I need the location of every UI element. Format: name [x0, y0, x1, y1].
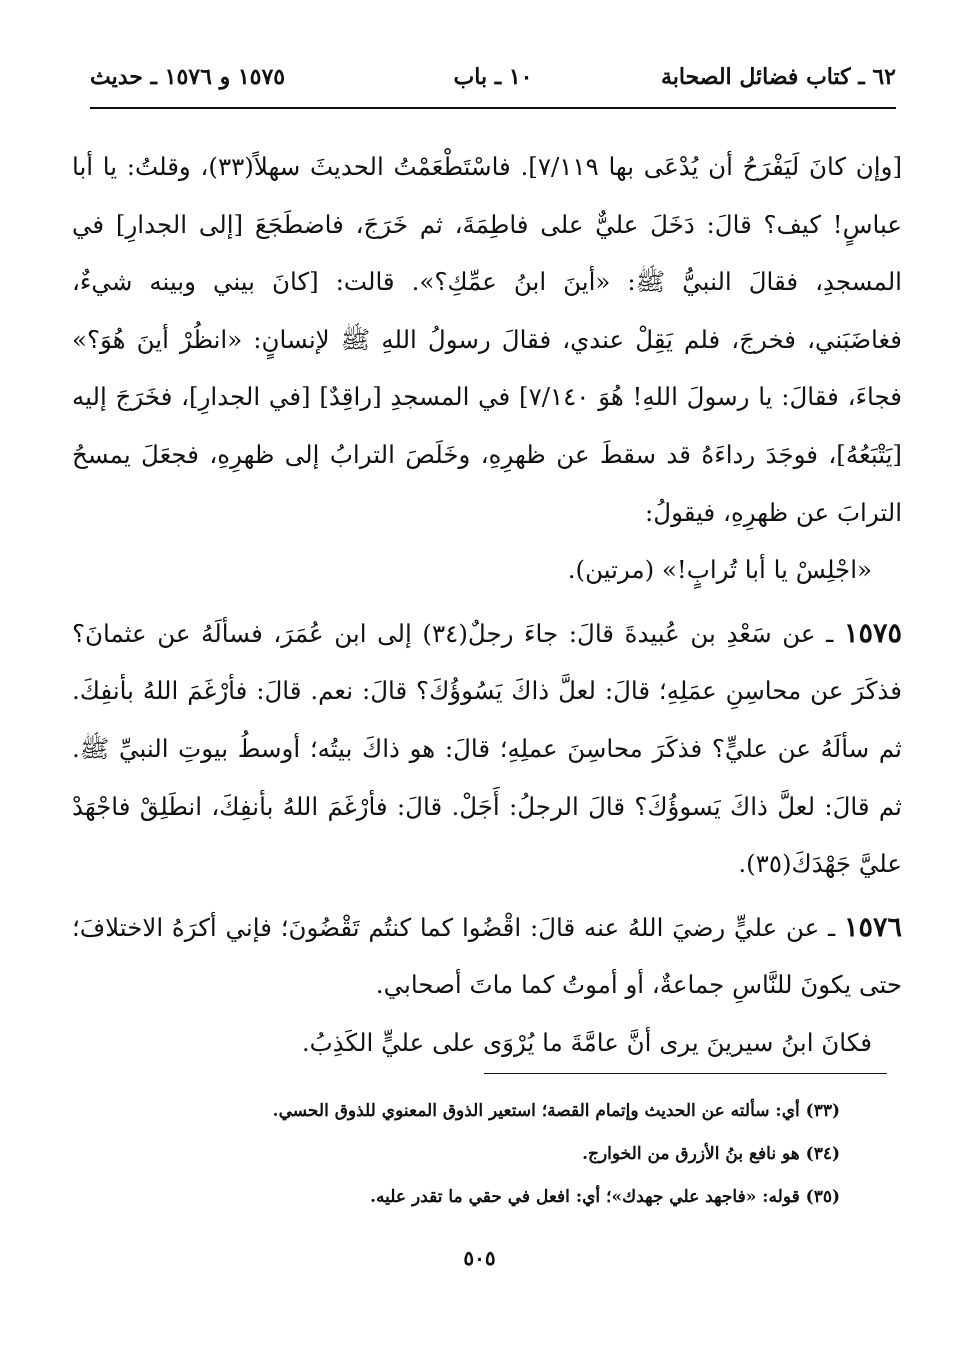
- header-divider: [90, 107, 896, 109]
- header-hadith-range: ١٥٧٥ و ١٥٧٦ ـ حديث: [90, 64, 286, 90]
- footnote-divider: [484, 1073, 887, 1074]
- footnote-35: (٣٥) قوله: «فاجهد علي جهدك»؛ أي: افعل في حقي ما تقدر عليه.: [370, 1187, 840, 1207]
- hadith-number: ١٥٧٦: [843, 911, 902, 943]
- footnote-34: (٣٤) هو نافع بنُ الأزرق من الخوارج.: [582, 1144, 840, 1164]
- footnotes: [120, 1090, 840, 1219]
- hadith-1575: [72, 605, 902, 893]
- hadith-continuation-paragraph: [وإن كانَ لَيَفْرَحُ أن يُدْعَى بها ٧/١١٩]. فاسْتَطْعَمْتُ الحديثَ سهلاً(٣٣)، وقلتُ: يا أبا عباسٍ! كيف؟ قالَ: دَخَلَ عليٌّ على فاطِمَةَ، ثم خَرَجَ، فاضطَجَعَ [إلى الجدارِ] في المسجدِ، فقالَ النبيُّ ﷺ: «أينَ ابنُ عمِّكِ؟». قالت: [كانَ بيني وبينه شيءٌ، فغاضَبَني، فخرجَ، فلم يَقِلْ عندي، فقالَ رسولُ اللهِ ﷺ لإنسانٍ: «انظُرْ أينَ هُوَ؟» فجاءَ، فقالَ: يا رسولَ اللهِ! هُوَ ٧/١٤٠] في المسجدِ [راقِدٌ] [في الجدارِ]، فخَرَجَ إليه [يَتْبَعُهُ]، فوجَدَ رداءَهُ قد سقطَ عن ظهرِهِ، وخَلَصَ الترابُ إلى ظهرِهِ، فجعَلَ يمسحُ الترابَ عن ظهرِهِ، فيقولُ:: [72, 152, 903, 527]
- main-text: [72, 138, 902, 1072]
- hadith-text: ـ عن عليٍّ رضيَ اللهُ عنه قالَ: اقْضُوا كما كنتُم تَقْضُونَ؛ فإني أكرَهُ الاختلافَ؛ حتى يكونَ للنَّاسِ جماعةٌ، أو أموتُ كما ماتَ أصحابي.: [72, 912, 902, 1000]
- running-header: [90, 58, 896, 98]
- footnote-33: (٣٣) أي: سألته عن الحديث وإتمام القصة؛ استعير الذوق المعنوي للذوق الحسي.: [272, 1101, 840, 1121]
- hadith-followup-paragraph: فكانَ ابنُ سيرينَ يرى أنَّ عامَّةَ ما يُرْوَى على عليٍّ الكَذِبُ.: [301, 1027, 872, 1057]
- hadith-number: ١٥٧٥: [843, 617, 902, 649]
- prophet-quote-paragraph: «اجْلِسْ يا أبا تُرابٍ!» (مرتين).: [567, 555, 872, 585]
- hadith-1576: [72, 899, 902, 1014]
- page-number: ٥٠٥: [463, 1246, 496, 1270]
- header-section: ١٠ ـ باب: [453, 64, 533, 90]
- hadith-text: ـ عن سَعْدِ بن عُبيدةَ قالَ: جاءَ رجلٌ(٣٤) إلى ابن عُمَرَ، فسألَهُ عن عثمانَ؟ فذكَرَ عن محاسِنِ عمَلِهِ؛ قالَ: لعلَّ ذاكَ يَسُوؤُكَ؟ قالَ: نعم. قالَ: فأرْغَمَ اللهُ بأنفِكَ. ثم سألَهُ عن عليٍّ؟ فذكَرَ محاسِنَ عملِهِ؛ قالَ: هو ذاكَ بيتُه؛ أوسطُ بيوتِ النبيِّ ﷺ. ثم قالَ: لعلَّ ذاكَ يَسوؤُكَ؟ قالَ الرجلُ: أَجَلْ. قالَ: فأرْغَمَ اللهُ بأنفِكَ، انطَلِقْ فاجْهَدْ عليَّ جَهْدَكَ(٣٥).: [72, 618, 902, 879]
- header-chapter-title: ٦٢ ـ كتاب فضائل الصحابة: [660, 64, 896, 90]
